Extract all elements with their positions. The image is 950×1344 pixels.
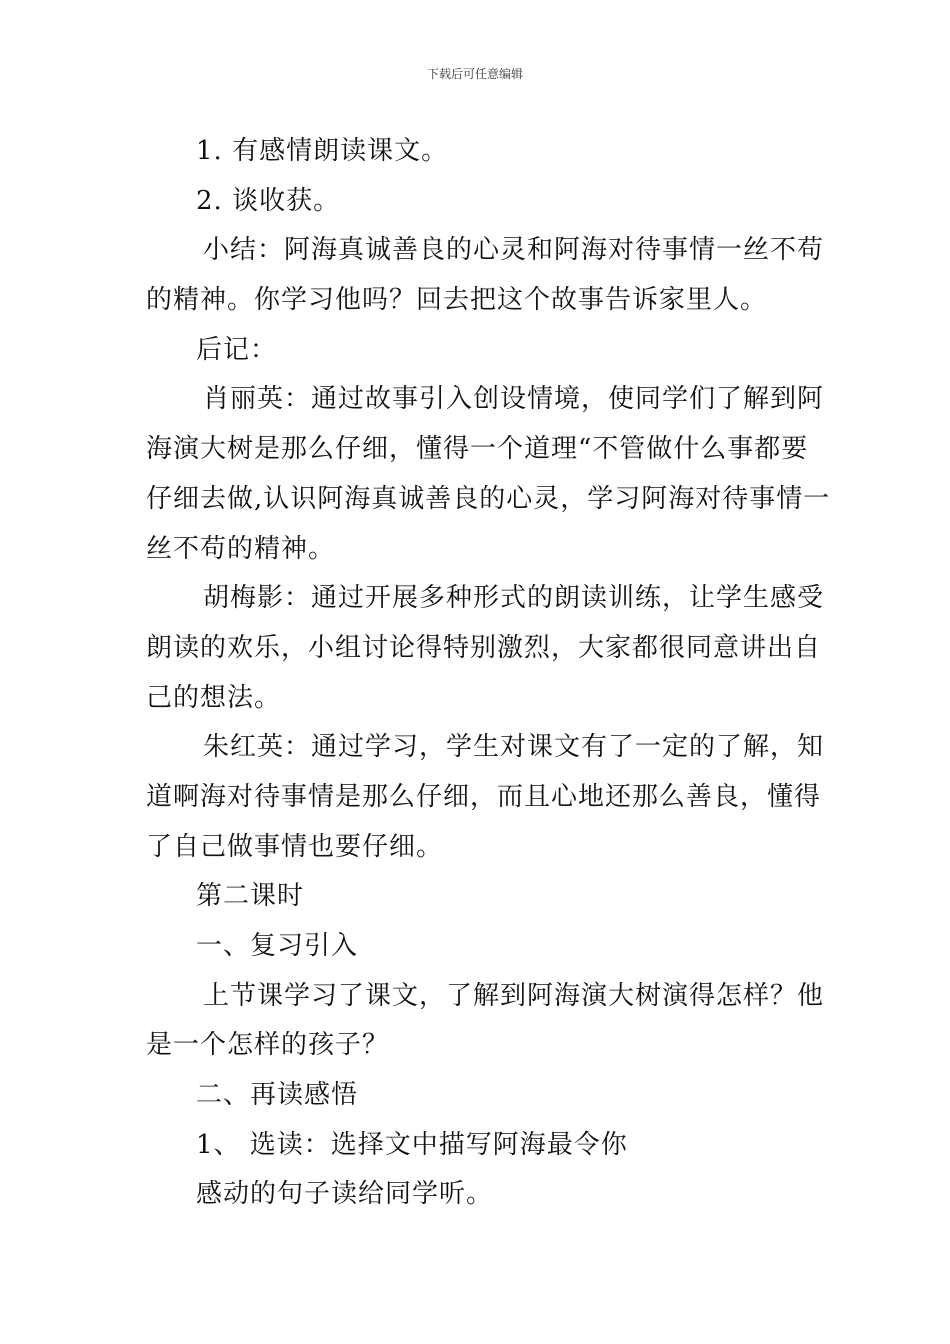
text-line: 道啊海对待事情是那么仔细，而且心地还那么善良，懂得	[146, 782, 822, 812]
text-line: 二、再读感悟	[196, 1080, 359, 1110]
text-line: 朱红英：通过学习，学生对课文有了一定的了解，知	[203, 732, 825, 762]
page-header: 下载后可任意编辑	[426, 67, 523, 81]
text-line: 第二课时	[196, 881, 305, 911]
text-line: 的精神。你学习他吗？回去把这个故事告诉家里人。	[146, 285, 768, 315]
text-line: 2. 谈收获。	[196, 186, 341, 216]
text-line: 仔细去做,认识阿海真诚善良的心灵，学习阿海对待事情一	[146, 484, 831, 514]
text-line: 胡梅影：通过开展多种形式的朗读训练，让学生感受	[203, 583, 825, 613]
text-line: 感动的句子读给同学听。	[196, 1179, 494, 1209]
text-line: 朗读的欢乐，小组讨论得特别激烈，大家都很同意讲出自	[146, 633, 822, 663]
text-line: 了自己做事情也要仔细。	[146, 832, 444, 862]
text-line: 后记：	[196, 335, 278, 365]
text-line: 丝不苟的精神。	[146, 534, 336, 564]
text-line: 1、 选读：选择文中描写阿海最令你	[196, 1130, 628, 1160]
text-line: 己的想法。	[146, 683, 282, 713]
text-line: 小结：阿海真诚善良的心灵和阿海对待事情一丝不苟	[203, 235, 825, 265]
text-line: 上节课学习了课文，了解到阿海演大树演得怎样？他	[203, 981, 825, 1011]
text-line: 是一个怎样的孩子？	[146, 1030, 390, 1060]
text-line: 海演大树是那么仔细，懂得一个道理“不管做什么事都要	[146, 434, 809, 464]
text-line: 1. 有感情朗读课文。	[196, 136, 449, 166]
text-line: 肖丽英：通过故事引入创设情境，使同学们了解到阿	[203, 384, 825, 414]
text-line: 一、复习引入	[196, 931, 359, 961]
